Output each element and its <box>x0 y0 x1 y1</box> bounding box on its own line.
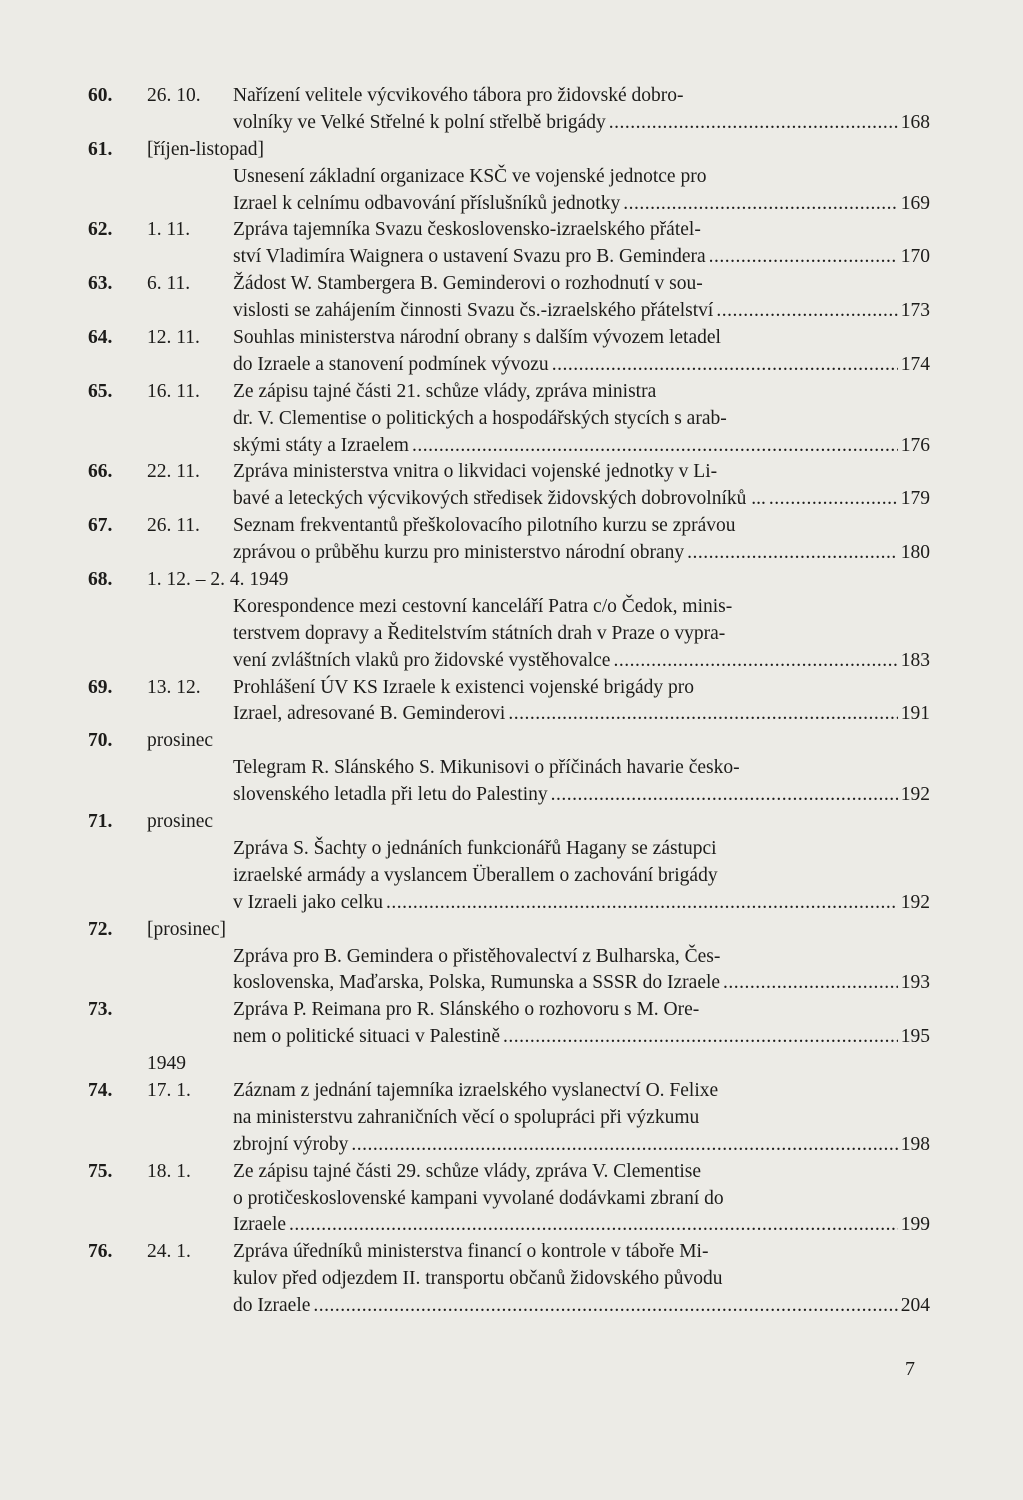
toc-entry-line <box>88 540 930 567</box>
entry-title-line-with-leader <box>233 890 930 917</box>
entry-number: 75. <box>88 1160 113 1182</box>
entry-date: 13. 12. <box>147 676 201 698</box>
entry-number: 72. <box>88 918 113 940</box>
year-heading-row <box>88 1051 930 1078</box>
toc-entry-line <box>88 1132 930 1159</box>
toc-entry-line <box>88 1293 930 1320</box>
entry-title-text: Zpráva P. Reimana pro R. Slánského o rozhovoru s M. Ore- <box>233 999 700 1021</box>
toc-entry-line <box>88 944 930 971</box>
entry-title-text: Nařízení velitele výcvikového tábora pro židovské dobro- <box>233 85 684 106</box>
entry-number: 64. <box>88 327 113 349</box>
entry-page-number: 198 <box>900 1133 930 1155</box>
dot-leader <box>552 352 898 379</box>
toc-entry-header-row <box>88 137 930 164</box>
toc-entry-line <box>88 379 930 406</box>
entry-date: 16. 11. <box>147 380 200 402</box>
dot-leader <box>351 1132 897 1159</box>
dot-leader <box>723 970 898 997</box>
entry-date: [prosinec] <box>147 918 227 940</box>
entry-date: 1. 12. – 2. 4. 1949 <box>147 569 289 591</box>
entry-number: 63. <box>88 273 113 295</box>
entry-number: 71. <box>88 811 113 833</box>
entry-number: 60. <box>88 85 113 106</box>
dot-leader <box>503 1024 898 1051</box>
toc-entry-header-row <box>88 809 930 836</box>
entry-title-text: Telegram R. Slánského S. Mikunisovi o příčinách havarie česko- <box>233 757 740 779</box>
toc-entry-line <box>88 1266 930 1293</box>
toc-entry-line <box>88 298 930 325</box>
entry-date: 6. 11. <box>147 273 191 295</box>
entry-number: 70. <box>88 730 113 752</box>
entry-number: 66. <box>88 461 113 483</box>
entry-number: 74. <box>88 1079 113 1101</box>
entry-title-text: zprávou o průběhu kurzu pro ministerstvo národní obrany <box>233 542 685 564</box>
entry-title-text: bavé a leteckých výcvikových středisek židovských dobrovolníků ... <box>233 488 766 510</box>
toc-entry-line <box>88 675 930 702</box>
toc-entry-line <box>88 970 930 997</box>
entry-number: 73. <box>88 999 113 1021</box>
entry-title-text: Záznam z jednání tajemníka izraelského vyslanectví O. Felixe <box>233 1079 719 1101</box>
entry-page-number: 170 <box>900 246 930 268</box>
toc-entry-line <box>88 271 930 298</box>
toc-entry-line <box>88 890 930 917</box>
dot-leader <box>412 433 898 460</box>
toc-entry-line <box>88 836 930 863</box>
toc-entry-line <box>88 701 930 728</box>
page-number: 7 <box>905 1358 915 1380</box>
entry-date: 26. 10. <box>147 85 201 106</box>
entry-title-text: nem o politické situaci v Palestině <box>233 1026 500 1048</box>
table-of-contents <box>88 83 930 1320</box>
entry-title-text: Izraele <box>233 1214 287 1236</box>
toc-entry-line <box>88 325 930 352</box>
toc-entry-line <box>88 1239 930 1266</box>
entry-title-line-with-leader <box>233 1293 930 1320</box>
entry-title-text: o protičeskoslovenské kampani vyvolané dodávkami zbraní do <box>233 1187 724 1209</box>
entry-number: 69. <box>88 676 113 698</box>
toc-entry-line <box>88 110 930 137</box>
toc-entry-line <box>88 244 930 271</box>
entry-title-line-with-leader <box>233 486 930 513</box>
entry-date: 22. 11. <box>147 461 200 483</box>
entry-date: 17. 1. <box>147 1079 191 1101</box>
dot-leader <box>687 540 898 567</box>
entry-title-text: koslovenska, Maďarska, Polska, Rumunska a SSSR do Izraele <box>233 972 721 994</box>
dot-leader <box>613 648 897 675</box>
dot-leader <box>623 191 898 218</box>
entry-page-number: 192 <box>900 784 930 806</box>
toc-entry-header-row <box>88 567 930 594</box>
entry-page-number: 179 <box>900 488 930 510</box>
entry-title-text: Zpráva S. Šachty o jednáních funkcionářů Hagany se zástupci <box>233 837 717 859</box>
entry-title-text: terstvem dopravy a Ředitelstvím státních drah v Praze o vypra- <box>233 622 726 644</box>
dot-leader <box>386 890 898 917</box>
entry-title-line-with-leader <box>233 970 930 997</box>
entry-title-line-with-leader <box>233 1132 930 1159</box>
toc-entry-line <box>88 1212 930 1239</box>
toc-entry-line <box>88 164 930 191</box>
toc-entry-line <box>88 513 930 540</box>
entry-title-text: Žádost W. Stambergera B. Geminderovi o rozhodnutí v sou- <box>233 273 703 295</box>
entry-page-number: 193 <box>900 972 930 994</box>
entry-title-text: kulov před odjezdem II. transportu občanů židovského původu <box>233 1268 723 1290</box>
entry-date: prosinec <box>147 730 214 752</box>
toc-entry-line <box>88 486 930 513</box>
entry-title-text: Zpráva tajemníka Svazu československo-izraelského přátel- <box>233 219 701 241</box>
entry-title-line-with-leader <box>233 191 930 218</box>
entry-title-text: skými státy a Izraelem <box>233 434 409 456</box>
toc-entry-line <box>88 1078 930 1105</box>
entry-title-text: Zpráva pro B. Gemindera o přistěhovalectví z Bulharska, Čes- <box>233 945 721 967</box>
entry-page-number: 174 <box>900 353 930 375</box>
entry-title-text: Ze zápisu tajné části 21. schůze vlády, zpráva ministra <box>233 380 657 402</box>
entry-number: 65. <box>88 380 113 402</box>
entry-title-line-with-leader <box>233 352 930 379</box>
toc-entry-line <box>88 1105 930 1132</box>
dot-leader <box>289 1212 898 1239</box>
entry-title-line-with-leader <box>233 244 930 271</box>
entry-title-text: Usnesení základní organizace KSČ ve vojenské jednotce pro <box>233 165 707 187</box>
toc-entry-line <box>88 83 930 110</box>
dot-leader <box>313 1293 897 1320</box>
year-heading: 1949 <box>147 1053 186 1075</box>
entry-title-text: vení zvláštních vlaků pro židovské vystěhovalce <box>233 649 611 671</box>
entry-title-text: Prohlášení ÚV KS Izraele k existenci vojenské brigády pro <box>233 676 695 698</box>
dot-leader <box>716 298 897 325</box>
toc-entry-line <box>88 1186 930 1213</box>
entry-date: 1. 11. <box>147 219 191 241</box>
entry-page-number: 195 <box>900 1026 930 1048</box>
entry-title-text: Souhlas ministerstva národní obrany s dalším vývozem letadel <box>233 327 721 349</box>
entry-title-text: v Izraeli jako celku <box>233 891 383 913</box>
entry-page-number: 204 <box>900 1295 930 1317</box>
entry-title-text: Izrael, adresované B. Geminderovi <box>233 703 506 725</box>
entry-number: 61. <box>88 138 113 160</box>
entry-title-text: do Izraele <box>233 1295 311 1317</box>
entry-page-number: 199 <box>900 1214 930 1236</box>
dot-leader <box>769 486 898 513</box>
toc-entry-line <box>88 782 930 809</box>
entry-number: 76. <box>88 1241 113 1263</box>
entry-title-text: izraelské armády a vyslancem Überallem o zachování brigády <box>233 864 718 886</box>
entry-date: 12. 11. <box>147 327 200 349</box>
dot-leader <box>551 782 898 809</box>
entry-title-line-with-leader <box>233 701 930 728</box>
entry-title-line-with-leader <box>233 1024 930 1051</box>
entry-page-number: 176 <box>900 434 930 456</box>
entry-title-line-with-leader <box>233 298 930 325</box>
toc-entry-line <box>88 352 930 379</box>
entry-page-number: 173 <box>900 300 930 322</box>
entry-title-line-with-leader <box>233 1212 930 1239</box>
dot-leader <box>609 110 898 137</box>
toc-entry-line <box>88 594 930 621</box>
toc-entry-line <box>88 406 930 433</box>
entry-page-number: 191 <box>900 703 930 725</box>
entry-title-text: Zpráva ministerstva vnitra o likvidaci vojenské jednotky v Li- <box>233 461 718 483</box>
toc-entry-line <box>88 217 930 244</box>
entry-page-number: 192 <box>900 891 930 913</box>
toc-entry-line <box>88 997 930 1024</box>
entry-page-number: 180 <box>900 542 930 564</box>
entry-title-text: Izrael k celnímu odbavování příslušníků jednotky <box>233 192 621 214</box>
entry-page-number: 183 <box>900 649 930 671</box>
toc-entry-line <box>88 863 930 890</box>
entry-title-text: zbrojní výroby <box>233 1133 349 1155</box>
entry-title-line-with-leader <box>233 110 930 137</box>
toc-entry-line <box>88 459 930 486</box>
entry-date: 26. 11. <box>147 515 200 537</box>
toc-entry-header-row <box>88 728 930 755</box>
entry-title-text: dr. V. Clementise o politických a hospodářských stycích s arab- <box>233 407 727 429</box>
toc-entry-header-row <box>88 917 930 944</box>
entry-title-text: do Izraele a stanovení podmínek vývozu <box>233 353 549 375</box>
entry-title-text: Korespondence mezi cestovní kanceláří Patra c/o Čedok, minis- <box>233 595 733 617</box>
entry-title-line-with-leader <box>233 433 930 460</box>
entry-title-text: ství Vladimíra Waignera o ustavení Svazu pro B. Gemindera <box>233 246 706 268</box>
entry-title-text: slovenského letadla při letu do Palestiny <box>233 784 548 806</box>
entry-title-text: vislosti se zahájením činnosti Svazu čs.-izraelského přátelství <box>233 300 714 322</box>
entry-date: 24. 1. <box>147 1241 191 1263</box>
toc-entry-line <box>88 1024 930 1051</box>
entry-title-line-with-leader <box>233 648 930 675</box>
entry-number: 68. <box>88 569 113 591</box>
toc-entry-line <box>88 1159 930 1186</box>
entry-date: prosinec <box>147 811 214 833</box>
entry-number: 67. <box>88 515 113 537</box>
toc-entry-line <box>88 433 930 460</box>
entry-date: 18. 1. <box>147 1160 191 1182</box>
entry-date: [říjen-listopad] <box>147 138 264 160</box>
entry-title-text: Seznam frekventantů přeškolovacího pilotního kurzu se zprávou <box>233 515 736 537</box>
dot-leader <box>709 244 898 271</box>
entry-title-line-with-leader <box>233 782 930 809</box>
entry-number: 62. <box>88 219 113 241</box>
entry-title-text: na ministerstvu zahraničních věcí o spolupráci při výzkumu <box>233 1106 700 1128</box>
toc-entry-line <box>88 621 930 648</box>
entry-title-text: Ze zápisu tajné části 29. schůze vlády, zpráva V. Clementise <box>233 1160 702 1182</box>
entry-page-number: 168 <box>900 111 930 133</box>
entry-title-text: volníky ve Velké Střelné k polní střelbě brigády <box>233 111 606 133</box>
entry-title-line-with-leader <box>233 540 930 567</box>
toc-entry-line <box>88 755 930 782</box>
dot-leader <box>508 701 897 728</box>
entry-title-text: Zpráva úředníků ministerstva financí o kontrole v táboře Mi- <box>233 1241 709 1263</box>
toc-entry-line <box>88 191 930 218</box>
toc-entry-line <box>88 648 930 675</box>
entry-page-number: 169 <box>900 192 930 214</box>
